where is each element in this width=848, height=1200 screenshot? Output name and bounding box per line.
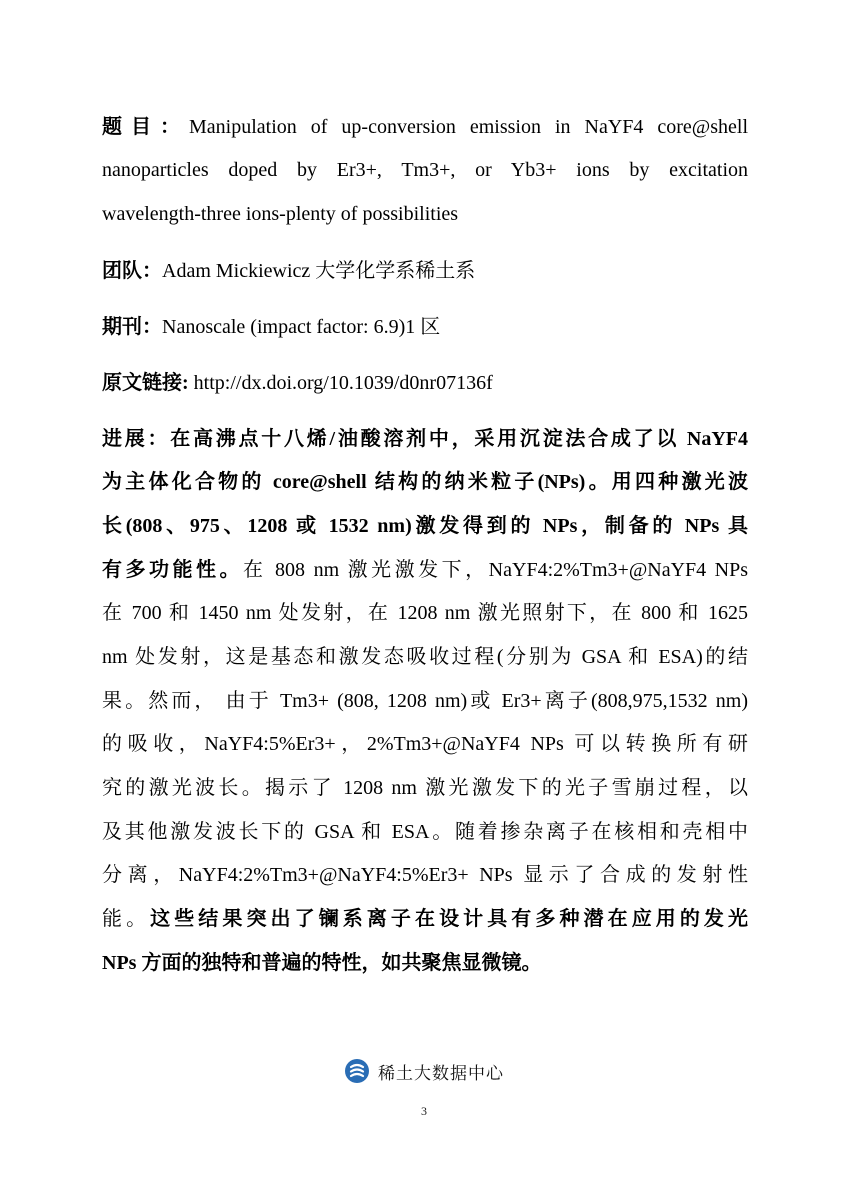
page-number: 3 xyxy=(421,1104,427,1118)
progress-line-11: 分离，NaYF4:2%Tm3+@NaYF4:5%Er3+ NPs 显示了合成的发射性 xyxy=(102,864,748,886)
progress-line-13: NPs 方面的独特和普遍的特性，如共聚焦显微镜。 xyxy=(102,952,542,974)
progress-text: 能。 xyxy=(102,908,151,930)
team-value: Adam Mickiewicz 大学化学系稀土系 xyxy=(162,260,476,282)
progress-label: 进展： xyxy=(102,428,171,450)
doi-link[interactable]: http://dx.doi.org/10.1039/d0nr07136f xyxy=(188,372,493,394)
journal-line xyxy=(102,313,748,341)
journal-label: 期刊： xyxy=(102,316,162,338)
link-line xyxy=(102,369,748,397)
title-line-1 xyxy=(102,113,748,141)
progress-line-12 xyxy=(102,905,748,933)
team-label: 团队： xyxy=(102,260,162,282)
progress-line-2: 为主体化合物的 core@shell 结构的纳米粒子(NPs)。用四种激光波 xyxy=(102,471,748,493)
progress-line-8: 的吸收，NaYF4:5%Er3+，2%Tm3+@NaYF4 NPs 可以转换所有研 xyxy=(102,733,748,755)
progress-text: 在 808 nm 激光激发下，NaYF4:2%Tm3+@NaYF4 NPs xyxy=(243,559,748,581)
progress-text: 有多功能性。 xyxy=(102,559,244,581)
brand-name: 稀土大数据中心 xyxy=(378,1063,504,1083)
progress-line-3: 长(808、975、1208 或 1532 nm)激发得到的 NPs，制备的 NPs 具 xyxy=(102,515,748,537)
team-line xyxy=(102,257,748,285)
progress-line-6: nm 处发射，这是基态和激发态吸收过程(分别为 GSA 和 ESA)的结 xyxy=(102,646,748,668)
progress-text: 在高沸点十八烯/油酸溶剂中，采用沉淀法合成了以 NaYF4 xyxy=(170,428,748,450)
progress-line-10: 及其他激发波长下的 GSA 和 ESA。随着掺杂离子在核相和壳相中 xyxy=(102,821,748,843)
progress-line-1 xyxy=(102,425,748,453)
rare-earth-logo-icon xyxy=(344,1058,370,1084)
title-line-2: nanoparticles doped by Er3+, Tm3+, or Yb3+ ions by excitation xyxy=(102,159,748,181)
title-text-1: Manipulation of up-conversion emission in NaYF4 core@shell xyxy=(189,116,748,138)
link-label: 原文链接: xyxy=(102,372,189,394)
footer-brand xyxy=(0,1058,848,1084)
title-label: 题目： xyxy=(102,116,189,138)
progress-line-4 xyxy=(102,556,748,584)
title-line-3: wavelength-three ions-plenty of possibilities xyxy=(102,203,459,225)
journal-value: Nanoscale (impact factor: 6.9)1 区 xyxy=(162,316,441,338)
progress-line-9: 究的激光波长。揭示了 1208 nm 激光激发下的光子雪崩过程，以 xyxy=(102,777,748,799)
progress-text: 这些结果突出了镧系离子在设计具有多种潜在应用的发光 xyxy=(150,908,749,930)
progress-line-5: 在 700 和 1450 nm 处发射，在 1208 nm 激光照射下，在 800 和 1625 xyxy=(102,602,748,624)
progress-line-7: 果。然而， 由于 Tm3+ (808, 1208 nm)或 Er3+离子(808,975,1532 nm) xyxy=(102,690,748,712)
